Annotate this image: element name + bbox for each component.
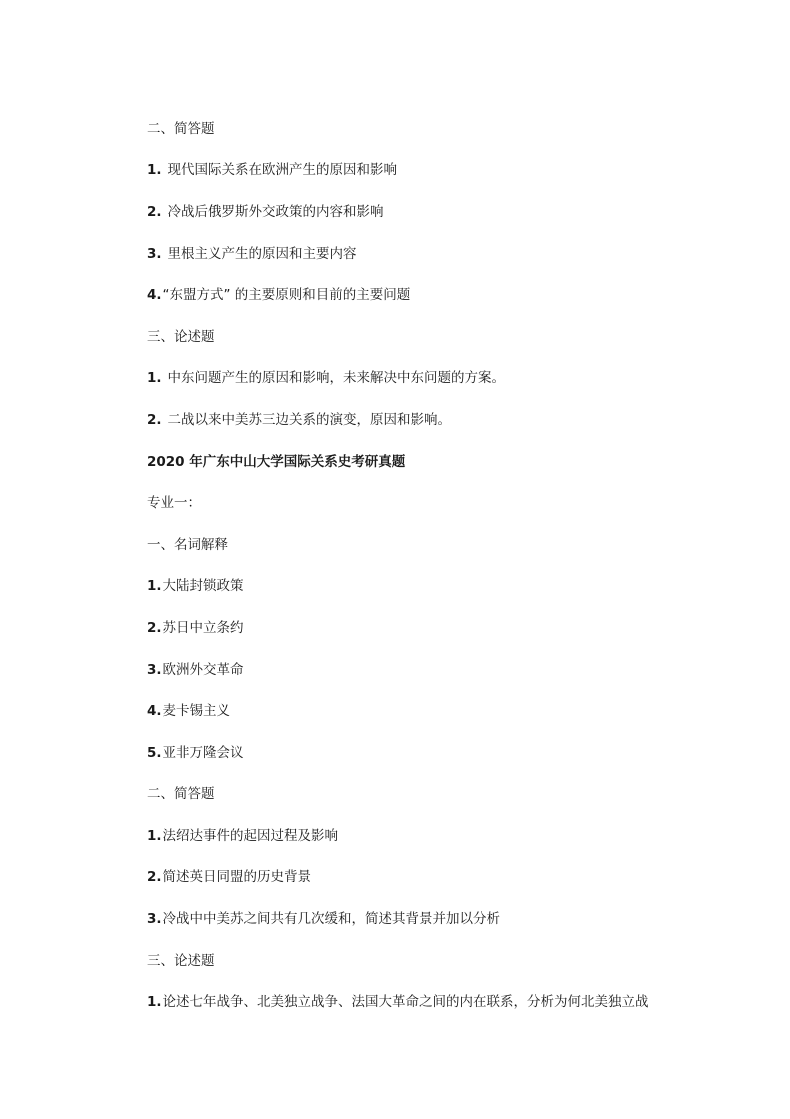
item-number: 4. [147, 287, 162, 303]
list-item [147, 701, 707, 721]
item-number: 1. [147, 578, 162, 594]
exam-title: 2020 年广东中山大学国际关系史考研真题 [147, 454, 406, 470]
list-item [147, 244, 707, 264]
item-text: 二战以来中美苏三边关系的演变，原因和影响。 [167, 412, 452, 428]
list-item [147, 743, 707, 763]
list-item [147, 867, 707, 887]
item-text: 冷战后俄罗斯外交政策的内容和影响 [167, 204, 384, 220]
list-item [147, 160, 707, 180]
section-heading-essay: 三、论述题 [147, 953, 215, 969]
item-text: 现代国际关系在欧洲产生的原因和影响 [167, 162, 398, 178]
item-number: 2. [147, 869, 162, 885]
section-heading-short-answer: 二、简答题 [147, 121, 215, 137]
list-item [147, 202, 707, 222]
item-text: 亚非万隆会议 [162, 745, 244, 761]
item-number: 5. [147, 745, 162, 761]
major-label: 专业一： [147, 495, 201, 511]
item-text: 麦卡锡主义 [162, 703, 231, 719]
item-text: 里根主义产生的原因和主要内容 [167, 246, 357, 262]
list-item [147, 992, 667, 1012]
item-number: 2. [147, 412, 162, 428]
item-number: 1. [147, 994, 162, 1010]
item-text: “东盟方式” 的主要原则和目前的主要问题 [162, 287, 411, 303]
list-item [147, 576, 707, 596]
item-number: 2. [147, 620, 162, 636]
list-item [147, 410, 707, 430]
list-item [147, 909, 707, 929]
item-number: 1. [147, 828, 162, 844]
list-item [147, 368, 707, 388]
item-text: 苏日中立条约 [162, 620, 244, 636]
item-text: 法绍达事件的起因过程及影响 [162, 828, 339, 844]
list-item [147, 660, 707, 680]
item-number: 1. [147, 370, 162, 386]
section-heading-short-answer: 二、简答题 [147, 786, 215, 802]
item-number: 3. [147, 246, 162, 262]
list-item [147, 826, 707, 846]
item-text: 论述七年战争、北美独立战争、法国大革命之间的内在联系，分析为何北美独立战 [162, 994, 649, 1010]
item-text: 欧洲外交革命 [162, 662, 244, 678]
item-number: 3. [147, 662, 162, 678]
item-text: 大陆封锁政策 [162, 578, 244, 594]
item-number: 4. [147, 703, 162, 719]
item-text: 简述英日同盟的历史背景 [162, 869, 312, 885]
item-number: 1. [147, 162, 162, 178]
item-number: 2. [147, 204, 162, 220]
item-text: 中东问题产生的原因和影响，未来解决中东问题的方案。 [167, 370, 506, 386]
section-heading-terms: 一、名词解释 [147, 537, 228, 553]
list-item [147, 618, 707, 638]
list-item [147, 285, 707, 305]
section-heading-essay: 三、论述题 [147, 329, 215, 345]
item-text: 冷战中中美苏之间共有几次缓和，简述其背景并加以分析 [162, 911, 501, 927]
item-number: 3. [147, 911, 162, 927]
